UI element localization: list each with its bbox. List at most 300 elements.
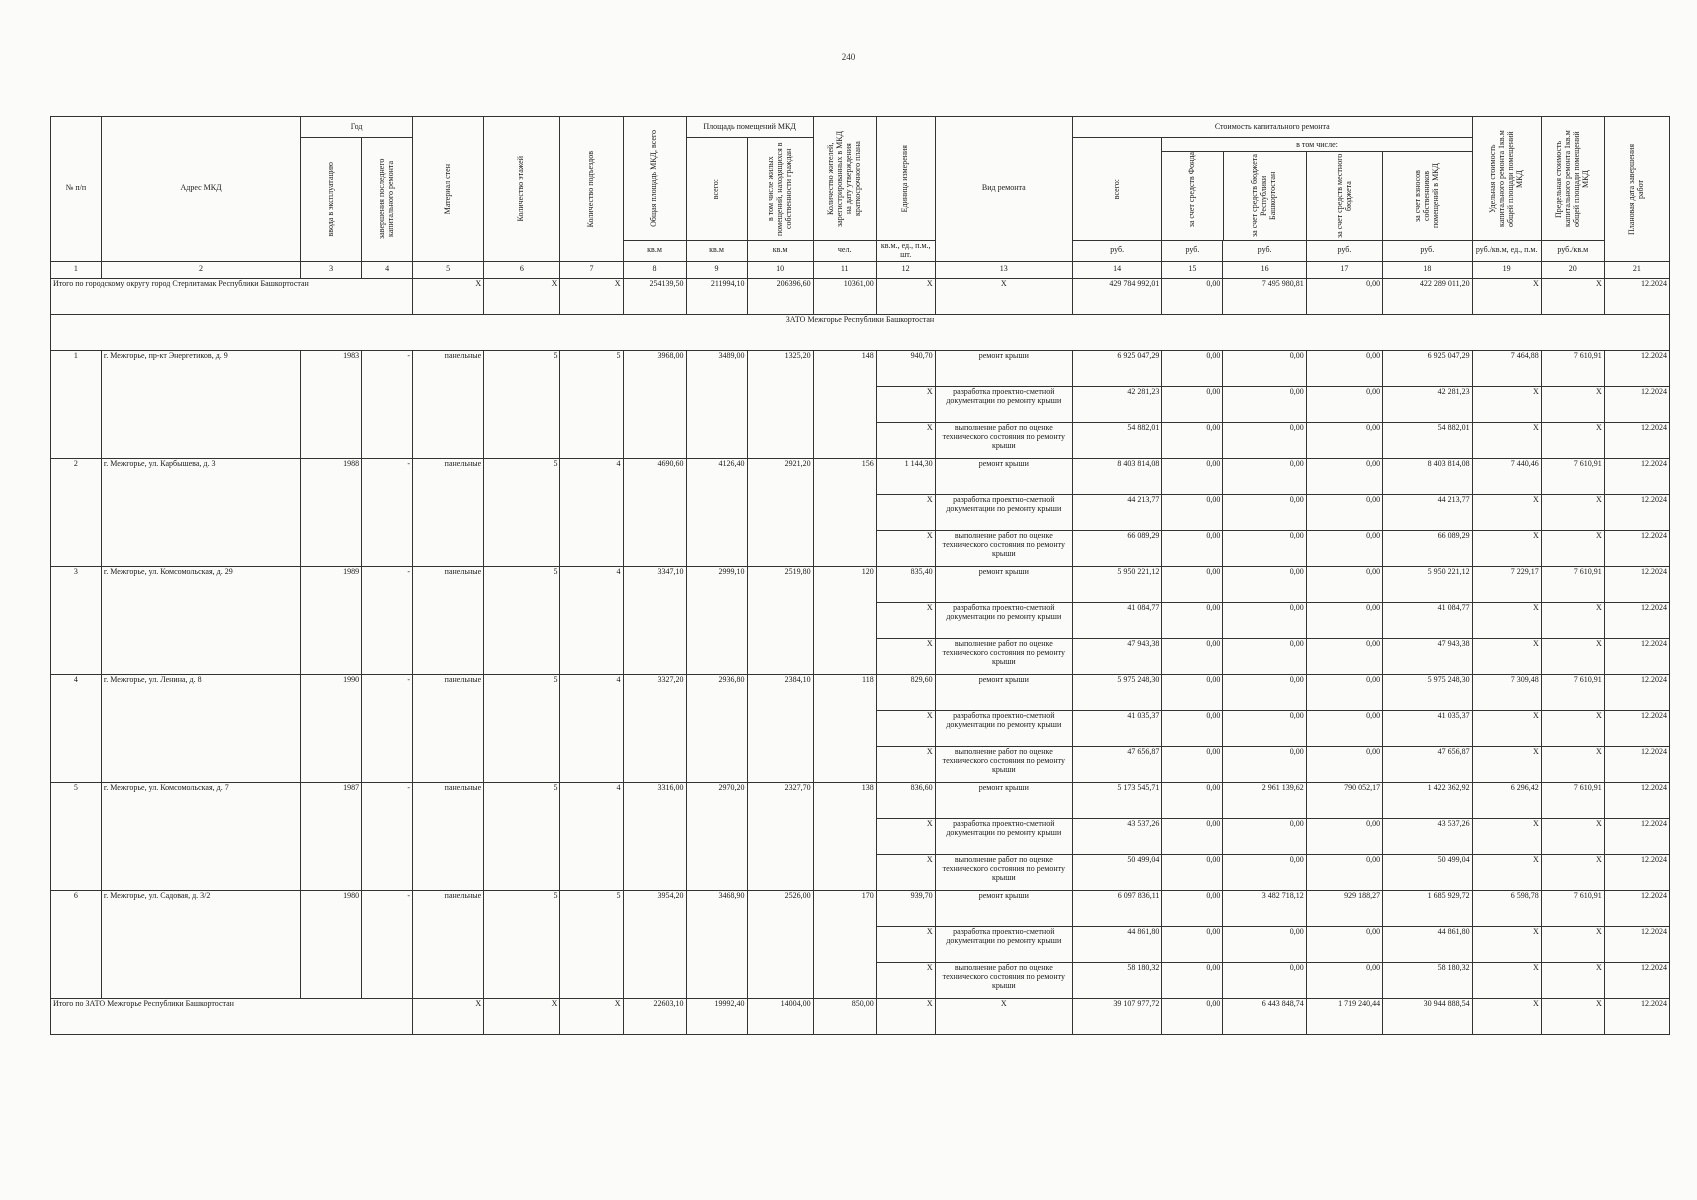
premises-owned: 2526,00 [747,890,813,998]
column-index-cell: 12 [876,261,935,278]
total-row-city [51,278,1670,314]
cost-cell: 0,00 [1306,566,1382,602]
residents: 118 [813,674,876,782]
header-address: Адрес МКД [101,117,300,262]
cost-cell: 0,00 [1162,890,1223,926]
column-index-cell: 6 [484,261,560,278]
header-year-group: Год [301,117,413,138]
cost-cell: 790 052,17 [1306,782,1382,818]
cost-cell: 6 296,42 [1472,782,1541,818]
total-cell: Х [560,278,623,314]
total-cell: Х [413,278,484,314]
column-index-cell: 20 [1541,261,1604,278]
column-index-cell: 14 [1072,261,1161,278]
table-body [51,278,1670,1034]
cost-cell: 0,00 [1223,854,1306,890]
cost-cell: 0,00 [1223,638,1306,674]
table-row [51,458,1670,494]
total-cell: 39 107 977,72 [1072,998,1161,1034]
cost-cell: 0,00 [1223,458,1306,494]
row-number: 1 [51,350,102,458]
column-index-cell: 17 [1306,261,1382,278]
cost-cell: 0,00 [1223,350,1306,386]
cost-cell: 12.2024 [1604,566,1669,602]
cost-cell: 0,00 [1306,602,1382,638]
cost-cell: 7 229,17 [1472,566,1541,602]
cost-cell: 7 309,48 [1472,674,1541,710]
work-type: разработка проектно-сметной документации по ремонту крыши [935,602,1072,638]
premises-area: 3489,00 [686,350,747,458]
cost-cell: 0,00 [1162,350,1223,386]
floors: 5 [484,782,560,890]
header-cost-owners: за счет взносов собственников помещений в МКД [1412,163,1440,228]
cost-cell: 0,00 [1223,962,1306,998]
measure-value: 940,70 [876,350,935,386]
cost-cell: 6 097 836,11 [1072,890,1161,926]
cost-cell: 12.2024 [1604,638,1669,674]
cost-cell: 0,00 [1306,458,1382,494]
table-row [51,674,1670,710]
column-index-cell: 16 [1223,261,1306,278]
total-cell: 6 443 848,74 [1223,998,1306,1034]
work-type: выполнение работ по оценке технического состояния по ремонту крыши [935,422,1072,458]
work-type: выполнение работ по оценке технического состояния по ремонту крыши [935,530,1072,566]
total-cell: 0,00 [1162,278,1223,314]
cost-cell: 44 213,77 [1383,494,1473,530]
cost-cell: 0,00 [1162,386,1223,422]
work-type: выполнение работ по оценке технического состояния по ремонту крыши [935,854,1072,890]
header-cost-republic: за счет средств бюджета Республики Башкортостан [1250,154,1278,237]
work-type: разработка проектно-сметной документации по ремонту крыши [935,818,1072,854]
column-index-cell: 13 [935,261,1072,278]
cost-cell: 41 035,37 [1072,710,1161,746]
column-index-cell: 18 [1383,261,1473,278]
total-label: Итого по городскому округу город Стерлитамак Республики Башкортостан [51,278,413,314]
cost-cell: 12.2024 [1604,818,1669,854]
work-type: выполнение работ по оценке технического состояния по ремонту крыши [935,962,1072,998]
measure-value: Х [876,926,935,962]
cost-cell: Х [1472,926,1541,962]
total-cell: 0,00 [1306,278,1382,314]
premises-area: 3468,90 [686,890,747,998]
entrances: 5 [560,890,623,998]
residents: 120 [813,566,876,674]
cost-cell: 0,00 [1306,530,1382,566]
work-type: ремонт крыши [935,566,1072,602]
work-type: разработка проектно-сметной документации по ремонту крыши [935,494,1072,530]
column-index-cell: 21 [1604,261,1669,278]
wall-material: панельные [413,566,484,674]
cost-cell: 42 281,23 [1072,386,1161,422]
cost-cell: 47 943,38 [1072,638,1161,674]
measure-value: 829,60 [876,674,935,710]
cost-cell: 0,00 [1162,638,1223,674]
measure-value: Х [876,602,935,638]
total-cell: Х [413,998,484,1034]
section-row [51,314,1670,350]
table-row [51,890,1670,926]
cost-cell: 0,00 [1162,854,1223,890]
cost-cell: 47 656,87 [1072,746,1161,782]
cost-cell: 7 610,91 [1541,350,1604,386]
header-cost-fund: за счет средств Фонда [1187,151,1197,227]
cost-cell: 0,00 [1162,962,1223,998]
cost-cell: 12.2024 [1604,494,1669,530]
cost-cell: 0,00 [1162,674,1223,710]
column-index-cell: 1 [51,261,102,278]
row-number: 5 [51,782,102,890]
cost-cell: 47 656,87 [1383,746,1473,782]
cost-cell: Х [1472,530,1541,566]
total-cell: Х [935,998,1072,1034]
cost-cell: 0,00 [1306,962,1382,998]
header-floors: Количество этажей [516,156,526,222]
cost-cell: 7 610,91 [1541,782,1604,818]
cost-cell: 43 537,26 [1072,818,1161,854]
total-area: 3316,00 [623,782,686,890]
cost-cell: Х [1472,962,1541,998]
cost-cell: 0,00 [1306,422,1382,458]
table-header [51,117,1670,279]
cost-cell: 12.2024 [1604,530,1669,566]
header-year-last-repair: завершения последнего капитального ремонта [377,159,396,240]
unit-c19: руб./кв.м, ед., п.м. [1472,241,1541,262]
cost-cell: 41 084,77 [1383,602,1473,638]
cost-cell: 0,00 [1306,926,1382,962]
cost-cell: 0,00 [1223,926,1306,962]
header-cost-local: за счет средств местного бюджета [1334,153,1353,238]
column-index-cell: 15 [1162,261,1223,278]
total-cell: 1 719 240,44 [1306,998,1382,1034]
work-type: разработка проектно-сметной документации по ремонту крыши [935,926,1072,962]
cost-cell: 0,00 [1162,710,1223,746]
work-type: ремонт крыши [935,782,1072,818]
cost-cell: 12.2024 [1604,458,1669,494]
floors: 5 [484,890,560,998]
year-last-repair: - [362,674,413,782]
column-index-cell: 7 [560,261,623,278]
header-wall-material: Материал стен [442,163,452,215]
cost-cell: Х [1541,422,1604,458]
wall-material: панельные [413,890,484,998]
year-last-repair: - [362,566,413,674]
cost-cell: 0,00 [1162,926,1223,962]
header-unit-cost: Удельная стоимость капитального ремонта 1кв.м общей площади помещений МКД [1487,130,1524,227]
total-cell: Х [484,998,560,1034]
year-commissioning: 1989 [301,566,362,674]
wall-material: панельные [413,458,484,566]
column-index-cell: 2 [101,261,300,278]
column-index-cell: 8 [623,261,686,278]
cost-cell: 0,00 [1162,494,1223,530]
header-premises-group: Площадь помещений МКД [686,117,813,138]
cost-cell: 0,00 [1306,386,1382,422]
cost-cell: Х [1472,854,1541,890]
floors: 5 [484,350,560,458]
cost-cell: 0,00 [1306,854,1382,890]
unit-c18: руб. [1383,241,1473,262]
cost-cell: Х [1472,746,1541,782]
unit-c16: руб. [1223,241,1306,262]
row-number: 4 [51,674,102,782]
unit-c14: руб. [1072,241,1161,262]
building-address: г. Межгорье, ул. Комсомольская, д. 7 [101,782,300,890]
cost-cell: 7 610,91 [1541,890,1604,926]
total-cell: Х [484,278,560,314]
cost-cell: Х [1541,494,1604,530]
wall-material: панельные [413,674,484,782]
cost-cell: 43 537,26 [1383,818,1473,854]
total-cell: 211994,10 [686,278,747,314]
premises-owned: 2921,20 [747,458,813,566]
work-type: ремонт крыши [935,890,1072,926]
cost-cell: Х [1541,386,1604,422]
floors: 5 [484,458,560,566]
total-area: 3347,10 [623,566,686,674]
measure-value: Х [876,818,935,854]
cost-cell: Х [1541,818,1604,854]
unit-c12: кв.м., ед., п.м., шт. [876,241,935,262]
header-cost-total: всего: [1111,178,1121,200]
work-type: ремонт крыши [935,350,1072,386]
column-index-cell: 19 [1472,261,1541,278]
cost-cell: 12.2024 [1604,422,1669,458]
total-cell: 10361,00 [813,278,876,314]
entrances: 4 [560,566,623,674]
header-entrances: Количество подъездов [586,150,595,228]
cost-cell: Х [1472,602,1541,638]
cost-cell: Х [1541,854,1604,890]
header-unit: Единица измерения [900,144,910,213]
unit-c15: руб. [1162,241,1223,262]
total-label: Итого по ЗАТО Межгорье Республики Башкортостан [51,998,413,1034]
column-index-cell: 10 [747,261,813,278]
measure-value: Х [876,530,935,566]
page-number: 240 [841,52,856,62]
column-index-cell: 4 [362,261,413,278]
measure-value: Х [876,962,935,998]
row-number: 3 [51,566,102,674]
entrances: 5 [560,350,623,458]
unit-c8: кв.м [623,241,686,262]
year-commissioning: 1990 [301,674,362,782]
cost-cell: 0,00 [1223,566,1306,602]
cost-cell: 8 403 814,08 [1383,458,1473,494]
measure-value: 835,40 [876,566,935,602]
total-cell: Х [876,998,935,1034]
cost-cell: Х [1472,422,1541,458]
total-cell: 12.2024 [1604,278,1669,314]
cost-cell: 12.2024 [1604,962,1669,998]
unit-c9: кв.м [686,241,747,262]
cost-cell: 929 188,27 [1306,890,1382,926]
cost-cell: 0,00 [1223,530,1306,566]
cost-cell: 5 975 248,30 [1072,674,1161,710]
cost-cell: Х [1472,710,1541,746]
table-row [51,350,1670,386]
wall-material: панельные [413,350,484,458]
cost-cell: 0,00 [1223,674,1306,710]
header-residents: Количество жителей, зарегистрированных в МКД на дату утверждения краткосрочного плана [825,130,862,227]
total-cell: 206396,60 [747,278,813,314]
cost-cell: 0,00 [1162,602,1223,638]
header-year-commissioning: ввода в эксплуатацию [325,162,335,237]
cost-cell: 12.2024 [1604,854,1669,890]
cost-cell: 7 610,91 [1541,674,1604,710]
row-number: 2 [51,458,102,566]
total-area: 4690,60 [623,458,686,566]
cost-cell: 0,00 [1223,710,1306,746]
cost-cell: 44 861,80 [1383,926,1473,962]
total-cell: Х [1541,278,1604,314]
total-cell: 850,00 [813,998,876,1034]
cost-cell: 66 089,29 [1072,530,1161,566]
year-last-repair: - [362,782,413,890]
row-number: 6 [51,890,102,998]
measure-value: 836,60 [876,782,935,818]
premises-owned: 2327,70 [747,782,813,890]
cost-cell: 12.2024 [1604,674,1669,710]
column-index-cell: 11 [813,261,876,278]
measure-value: 939,70 [876,890,935,926]
cost-cell: 0,00 [1162,566,1223,602]
measure-value: Х [876,422,935,458]
cost-cell: 12.2024 [1604,746,1669,782]
premises-area: 2970,20 [686,782,747,890]
cost-cell: 0,00 [1223,602,1306,638]
cost-cell: 5 173 545,71 [1072,782,1161,818]
cost-cell: 44 861,80 [1072,926,1161,962]
total-cell: 30 944 888,54 [1383,998,1473,1034]
cost-cell: Х [1541,926,1604,962]
cost-cell: 8 403 814,08 [1072,458,1161,494]
cost-cell: 0,00 [1306,638,1382,674]
cost-cell: 1 685 929,72 [1383,890,1473,926]
total-cell: 7 495 980,81 [1223,278,1306,314]
total-cell: 0,00 [1162,998,1223,1034]
cost-cell: 44 213,77 [1072,494,1161,530]
cost-cell: 6 598,78 [1472,890,1541,926]
measure-value: Х [876,746,935,782]
cost-cell: 5 975 248,30 [1383,674,1473,710]
residents: 156 [813,458,876,566]
cost-cell: 0,00 [1223,818,1306,854]
year-commissioning: 1988 [301,458,362,566]
cost-cell: 50 499,04 [1383,854,1473,890]
cost-cell: 0,00 [1306,710,1382,746]
work-type: ремонт крыши [935,674,1072,710]
column-index-cell: 9 [686,261,747,278]
column-index-cell: 3 [301,261,362,278]
cost-cell: 0,00 [1162,530,1223,566]
total-cell: Х [560,998,623,1034]
header-work-type: Вид ремонта [935,117,1072,262]
measure-value: Х [876,386,935,422]
total-cell: 254139,50 [623,278,686,314]
work-type: ремонт крыши [935,458,1072,494]
cost-cell: 7 610,91 [1541,566,1604,602]
building-address: г. Межгорье, пр-кт Энергетиков, д. 9 [101,350,300,458]
cost-cell: 0,00 [1223,422,1306,458]
building-address: г. Межгорье, ул. Карбышева, д. 3 [101,458,300,566]
cost-cell: 6 925 047,29 [1072,350,1161,386]
cost-cell: 0,00 [1162,782,1223,818]
building-address: г. Межгорье, ул. Садовая, д. 3/2 [101,890,300,998]
cost-cell: 12.2024 [1604,710,1669,746]
total-cell: 12.2024 [1604,998,1669,1034]
header-including: в том числе: [1162,139,1471,152]
cost-cell: 0,00 [1162,818,1223,854]
total-cell: 422 289 011,20 [1383,278,1473,314]
header-premises-total: всего: [711,178,721,200]
work-type: выполнение работ по оценке технического состояния по ремонту крыши [935,638,1072,674]
cost-cell: 12.2024 [1604,782,1669,818]
cost-cell: 0,00 [1306,674,1382,710]
measure-value: Х [876,638,935,674]
total-cell: Х [1472,998,1541,1034]
total-area: 3968,00 [623,350,686,458]
total-row-zato [51,998,1670,1034]
cost-cell: 0,00 [1306,818,1382,854]
residents: 148 [813,350,876,458]
work-type: разработка проектно-сметной документации по ремонту крыши [935,710,1072,746]
total-cell: 19992,40 [686,998,747,1034]
measure-value: Х [876,494,935,530]
entrances: 4 [560,674,623,782]
cost-cell: 0,00 [1162,746,1223,782]
premises-owned: 1325,20 [747,350,813,458]
total-cell: Х [1472,278,1541,314]
building-address: г. Межгорье, ул. Ленина, д. 8 [101,674,300,782]
cost-cell: Х [1472,386,1541,422]
cost-cell: 12.2024 [1604,926,1669,962]
premises-area: 2999,10 [686,566,747,674]
cost-cell: 12.2024 [1604,890,1669,926]
total-cell: Х [935,278,1072,314]
table-row [51,782,1670,818]
cost-cell: Х [1541,710,1604,746]
cost-cell: 12.2024 [1604,386,1669,422]
cost-cell: Х [1541,746,1604,782]
cost-cell: 58 180,32 [1072,962,1161,998]
header-cost-group: Стоимость капитального ремонта [1072,117,1472,138]
cost-cell: 0,00 [1223,494,1306,530]
cost-cell: 7 610,91 [1541,458,1604,494]
cost-cell: Х [1541,962,1604,998]
cost-cell: 12.2024 [1604,350,1669,386]
work-type: выполнение работ по оценке технического состояния по ремонту крыши [935,746,1072,782]
measure-value: Х [876,710,935,746]
header-premises-fee: в том числе жилых помещений, находящихся в собственности граждан [765,142,793,236]
cost-cell: 41 084,77 [1072,602,1161,638]
floors: 5 [484,674,560,782]
cost-cell: 0,00 [1162,458,1223,494]
total-cell: 14004,00 [747,998,813,1034]
cost-cell: 3 482 718,12 [1223,890,1306,926]
cost-cell: 0,00 [1162,422,1223,458]
entrances: 4 [560,782,623,890]
cost-cell: 5 950 221,12 [1383,566,1473,602]
total-cell: 429 784 992,01 [1072,278,1161,314]
capital-repair-table [50,116,1670,1035]
cost-cell: Х [1472,494,1541,530]
cost-cell: 0,00 [1223,746,1306,782]
cost-cell: 54 882,01 [1383,422,1473,458]
cost-cell: Х [1472,818,1541,854]
cost-cell: 6 925 047,29 [1383,350,1473,386]
cost-cell: 54 882,01 [1072,422,1161,458]
unit-c17: руб. [1306,241,1382,262]
